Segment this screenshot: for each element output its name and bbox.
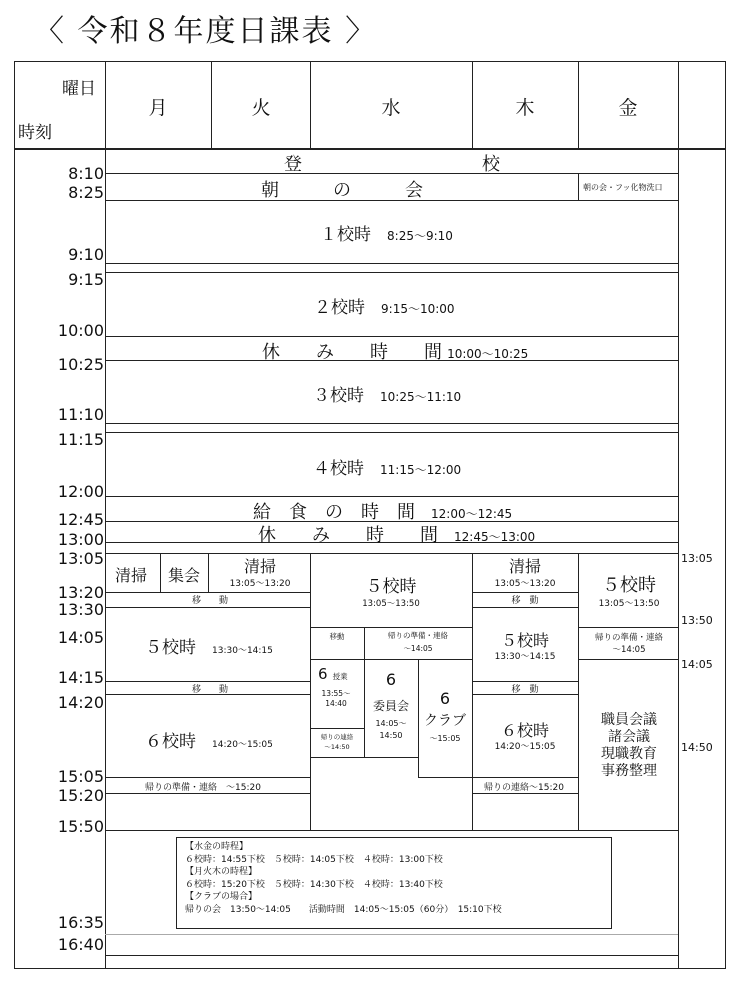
time-label: 8:25	[68, 183, 104, 202]
wed-ido: 移動	[329, 632, 345, 641]
header-day-fri: 金	[618, 97, 638, 119]
wed-6-iinkai-time2: 14:50	[379, 731, 403, 740]
note-line: 【水金の時程】	[185, 842, 249, 852]
time-label: 8:10	[68, 164, 104, 183]
wed-6-iinkai-time: 14:05〜	[375, 719, 407, 728]
schedule-notes	[176, 837, 612, 929]
fri-kaigi-4: 事務整理	[601, 763, 657, 779]
mon-tue-ido2: 移 動	[191, 685, 229, 695]
thu-seiso-time: 13:05〜13:20	[494, 579, 556, 589]
wed-6-kaeri: 帰りの連絡	[320, 733, 354, 741]
header-jikoku: 時刻	[18, 123, 52, 143]
wed-6-club-time: 〜15:05	[429, 734, 461, 743]
period-4: ４校時 11:15〜12:00	[313, 459, 462, 479]
wed-6-iinkai: 委員会	[372, 699, 410, 713]
yasumi-1: 休 み 時 間 10:00〜10:25	[262, 342, 529, 363]
right-time: 13:05	[681, 552, 713, 565]
wed-6-kaeri-time: 〜14:50	[324, 743, 350, 751]
mon-tue-ido: 移 動	[191, 596, 229, 606]
note-line: 帰りの会 13:50〜14:05 活動時間 14:05〜15:05（60分） 15:10下校	[185, 904, 502, 915]
wed-6-jugyo: 6 授業	[318, 665, 348, 683]
fri-kaeri: 帰りの準備・連絡	[594, 633, 664, 643]
mon-shukai: 集会	[168, 566, 201, 585]
fri-kaeri-time: 〜14:05	[612, 645, 646, 655]
fri-kaigi-2: 諸会議	[608, 729, 650, 745]
wed-period-5: ５校時	[365, 577, 417, 597]
thu-period-5-time: 13:30〜14:15	[494, 652, 556, 662]
wed-6-club-num: 6	[439, 689, 451, 708]
wed-6-jugyo-time2: 14:40	[325, 699, 347, 708]
note-line: 【月火木の時程】	[185, 867, 258, 878]
header-day-thu: 木	[515, 97, 535, 119]
time-label: 9:10	[68, 245, 104, 264]
time-label: 12:45	[57, 510, 104, 529]
right-time: 14:05	[681, 658, 713, 671]
time-label: 12:00	[57, 482, 104, 501]
tue-seiso-time: 13:05〜13:20	[229, 579, 291, 589]
row-tokou: 登 校	[284, 154, 500, 175]
right-time: 13:50	[681, 614, 713, 627]
thu-period-6: ６校時	[500, 721, 550, 740]
row-asa-fri: 朝の会・フッ化物洗口	[583, 183, 663, 192]
fri-period-5: ５校時	[602, 575, 656, 596]
kyushoku: 給 食 の 時 間 12:00〜12:45	[253, 502, 513, 523]
time-label: 13:30	[57, 600, 104, 619]
time-label: 9:15	[68, 270, 104, 289]
wed-6-club: クラブ	[424, 713, 466, 729]
wed-kaeri: 帰りの準備・連絡	[388, 631, 448, 640]
time-label: 10:25	[57, 355, 104, 374]
period-2: ２校時 9:15〜10:00	[314, 298, 455, 318]
tue-seiso: 清掃	[243, 557, 277, 576]
yasumi-2: 休 み 時 間 12:45〜13:00	[258, 525, 536, 546]
thu-seiso: 清掃	[508, 557, 542, 576]
header-day-tue: 火	[251, 97, 271, 119]
thu-ido: 移 動	[511, 596, 539, 606]
fri-kaigi-3: 現職教育	[601, 746, 657, 762]
header-day-mon: 月	[148, 97, 168, 119]
time-label: 15:50	[57, 817, 104, 836]
time-label: 13:00	[57, 530, 104, 549]
time-label: 15:05	[57, 767, 104, 786]
mon-tue-period-6: ６校時 14:20〜15:05	[145, 732, 273, 752]
period-3: ３校時 10:25〜11:10	[313, 386, 462, 406]
time-label: 15:20	[57, 786, 104, 805]
wed-period-5-time: 13:05〜13:50	[362, 599, 420, 609]
header-day-wed: 水	[381, 97, 401, 119]
note-line: 【クラブの場合】	[185, 892, 258, 903]
time-label: 13:20	[57, 583, 104, 602]
right-time: 14:50	[681, 741, 713, 754]
thu-period-5: ５校時	[500, 631, 550, 650]
time-label: 11:15	[57, 430, 104, 449]
mon-seiso: 清掃	[115, 566, 148, 585]
note-line: ６校時：14:55下校 ５校時：14:05下校 ４校時：13:00下校	[185, 854, 443, 865]
time-label: 11:10	[57, 405, 104, 424]
time-label: 13:05	[57, 549, 104, 568]
period-1: １校時 8:25〜9:10	[320, 225, 453, 245]
wed-kaeri-time: 〜14:05	[403, 644, 433, 653]
mon-tue-kaeri: 帰りの準備・連絡 〜15:20	[145, 783, 261, 793]
time-label: 10:00	[57, 321, 104, 340]
note-line: ６校時：15:20下校 ５校時：14:30下校 ４校時：13:40下校	[185, 879, 443, 890]
fri-period-5-time: 13:05〜13:50	[598, 599, 660, 609]
fri-kaigi-1: 職員会議	[601, 712, 657, 728]
thu-period-6-time: 14:20〜15:05	[494, 742, 556, 752]
mon-tue-period-5: ５校時 13:30〜14:15	[145, 638, 273, 658]
header-youbi: 曜日	[62, 79, 96, 99]
wed-6-iinkai-num: 6	[385, 670, 397, 689]
time-label: 14:15	[57, 668, 104, 687]
time-label: 16:40	[57, 935, 104, 954]
wed-6-jugyo-time: 13:55〜	[321, 689, 351, 698]
page-title: 〈 令和８年度日課表 〉	[34, 14, 378, 49]
thu-kaeri: 帰りの連絡〜15:20	[484, 783, 564, 793]
time-label: 16:35	[57, 913, 104, 932]
time-label: 14:20	[57, 693, 104, 712]
time-label: 14:05	[57, 628, 104, 647]
row-asa-no-kai: 朝 の 会	[261, 180, 423, 201]
thu-ido2: 移 動	[511, 685, 539, 695]
